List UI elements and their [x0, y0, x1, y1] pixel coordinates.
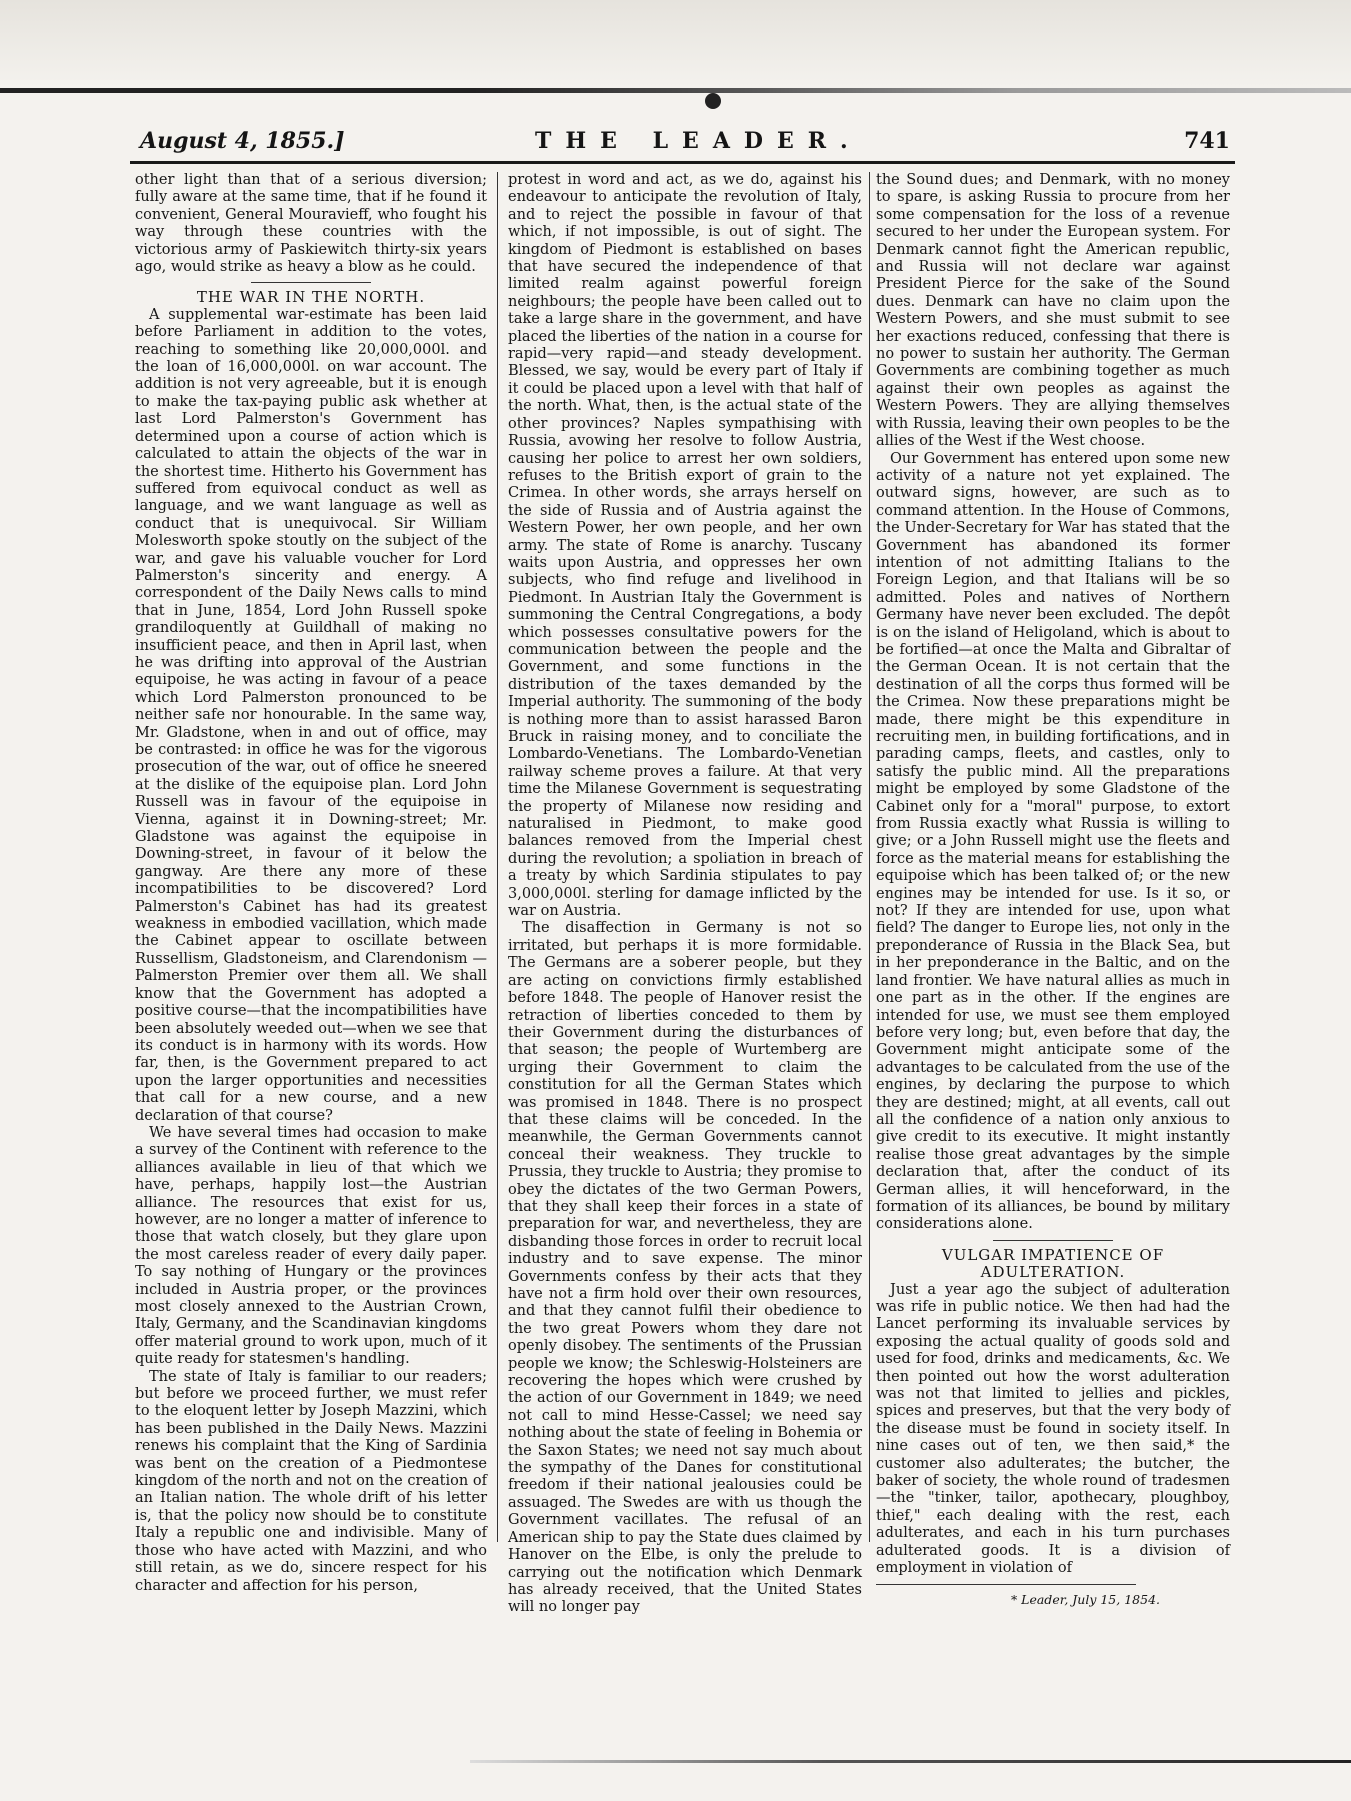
paragraph: protest in word and act, as we do, against his endeavour to anticipate the revolution of Italy, and to reject the possible in favour of that which, if not impossible, is out of sight. The kingdom of Piedmont is established on bases that have secured the independence of that limited realm against powerful foreign neighbours; the people have been called out to take a large share in the government, and have placed the liberties of the nation in a course for rapid—very rapid—and steady development. Blessed, we say, would be every part of Italy if it could be placed upon a level with that half of the north. What, then, is the actual state of the other provinces? Naples sympathising with Russia, avowing her resolve to follow Austria, causing her police to arrest her own soldiers, refuses to the British export of grain to the Crimea. In other words, she arrays herself on the side of Russia and of Austria against the Western Power, her own people, and her own army. The state of Rome is anarchy. Tuscany waits upon Austria, and oppresses her own subjects, who find refuge and livelihood in Piedmont. In Austrian Italy the Government is summoning the Central Congregations, a body which possesses consultative powers for the communication between the people and the Government, and some functions in the distribution of the taxes demanded by the Imperial authority. The summoning of the body is nothing more than to assist harassed Baron Bruck in raising money, and to conciliate the Lombardo-Venetians. The Lombardo-Venetian railway scheme proves a failure. At that very time the Milanese Government is sequestrating the property of Milanese now residing and naturalised in Piedmont, to make good balances removed from the Imperial chest during the revolution; a spoliation in breach of a treaty by which Sardinia stipulates to pay 3,000,000l. sterling for damage inflicted by the war on Austria. — [508, 172, 862, 920]
page-number: 741 — [1184, 128, 1230, 154]
section-divider — [251, 282, 371, 283]
footnote-rule — [876, 1584, 1136, 1585]
paragraph: The state of Italy is familiar to our readers; but before we proceed further, we must refer to the eloquent letter by Joseph Mazzini, which has been published in the Daily News. Mazzini renews his complaint that the King of Sardinia was bent on the creation of a Piedmontese kingdom of the north and not on the creation of an Italian nation. The whole drift of his letter is, that the policy now should be to constitute Italy a republic one and indivisible. Many of those who have acted with Mazzini, and who still retain, as we do, sincere respect for his character and affection for his person, — [135, 1368, 487, 1594]
masthead-title: THE LEADER. — [535, 128, 862, 154]
section-heading-adulteration: VULGAR IMPATIENCE OF ADULTERATION. — [941, 1245, 1165, 1282]
section-divider — [993, 1240, 1113, 1241]
article-continuation: other light than that of a serious diversion; fully aware at the same time, that if he found it convenient, General Mouravieff, who fought his way through these countries with the victorious army of Paskiewitch thirty-six years ago, would strike as heavy a blow as he could. — [135, 172, 487, 276]
footnote: * Leader, July 15, 1854. — [1010, 1591, 1160, 1607]
paragraph: Just a year ago the subject of adulteration was rife in public notice. We then had had the Lancet performing its invaluable services by exposing the actual quality of goods sold and used for food, drinks and medicaments, &c. We then pointed out how the worst adulteration was not that limited to jellies and pickles, spices and preserves, but that the very body of the disease must be found in society itself. In nine cases out of ten, we then said,* the customer also adulterates; the butcher, the baker of society, the whole round of tradesmen—the "tinker, tailor, apothecary, ploughboy, thief," each dealing with the rest, each adulterates, and each in his turn purchases adulterated goods. It is a division of employment in violation of — [876, 1281, 1230, 1577]
column-3 — [876, 172, 1230, 1607]
paragraph: We have several times had occasion to make a survey of the Continent with reference to the alliances available in lieu of that which we have, perhaps, happily lost—the Austrian alliance. The resources that exist for us, however, are no longer a matter of inference to those that watch closely, but they glare upon the most careless reader of every daily paper. To say nothing of Hungary or the provinces included in Austria proper, or the provinces most closely annexed to the Austrian Crown, Italy, Germany, and the Scandinavian kingdoms offer material ground to work upon, much of it quite ready for statesmen's handling. — [135, 1124, 487, 1368]
bottom-scan-rule — [470, 1760, 1351, 1763]
column-divider — [869, 172, 870, 1542]
paragraph: A supplemental war-estimate has been laid before Parliament in addition to the votes, reaching to something like 20,000,000l. and the loan of 16,000,000l. on war account. The addition is not very agreeable, but it is enough to make the tax-paying public ask whether at last Lord Palmerston's Government has determined upon a course of action which is calculated to attain the objects of the war in the shortest time. Hitherto his Government has suffered from equivocal conduct as well as language, and we want language as well as conduct that is unequivocal. Sir William Molesworth spoke stoutly on the subject of the war, and gave his valuable voucher for Lord Palmerston's sincerity and energy. A correspondent of the Daily News calls to mind that in June, 1854, Lord John Russell spoke grandiloquently at Guildhall of making no insufficient peace, and then in April last, when he was drifting into approval of the Austrian equipoise, he was acting in favour of a peace which Lord Palmerston pronounced to be neither safe nor honourable. In the same way, Mr. Gladstone, when in and out of office, may be contrasted: in office he was for the vigorous prosecution of the war, out of office he sneered at the dislike of the equipoise plan. Lord John Russell was in favour of the equipoise in Vienna, against it in Downing-street; Mr. Gladstone was against the equipoise in Downing-street, in favour of it below the gangway. Are there any more of these incompatibilities to be discovered? Lord Palmerston's Cabinet has had its greatest weakness in embodied vacillation, which made the Cabinet appear to oscillate between Russellism, Gladstoneism, and Clarendonism — Palmerston Premier over them all. We shall know that the Government has adopted a positive course—that the incompatibilities have been absolutely weeded out—when we see that its conduct is in harmony with its words. How far, then, is the Government prepared to act upon the larger opportunities and necessities that call for a new course, and a new declaration of that course? — [135, 306, 487, 1124]
scan-shadow — [0, 0, 1351, 110]
header-rule — [130, 161, 1235, 164]
paragraph: the Sound dues; and Denmark, with no money to spare, is asking Russia to procure from her some compensation for the loss of a revenue secured to her under the European system. For Denmark cannot fight the American republic, and Russia will not declare war against President Pierce for the sake of the Sound dues. Denmark can have no claim upon the Western Powers, and she must submit to see her exactions reduced, confessing that there is no power to sustain her authority. The German Governments are combining together as much against their own peoples as against the Western Powers. They are allying themselves with Russia, leaving their own peoples to be the allies of the West if the West choose. — [876, 172, 1230, 450]
column-1 — [135, 172, 487, 1594]
page-header — [140, 128, 1230, 158]
column-2 — [508, 172, 862, 1616]
column-divider — [497, 172, 498, 1542]
paragraph: The disaffection in Germany is not so irritated, but perhaps it is more formidable. The Germans are a soberer people, but they are acting on convictions firmly established before 1848. The people of Hanover resist the retraction of liberties conceded to them by their Government during the disturbances of that season; the people of Wurtemberg are urging their Government to claim the constitution for all the German States which was promised in 1848. There is no prospect that these claims will be conceded. In the meanwhile, the German Governments cannot conceal their weakness. They truckle to Prussia, they truckle to Austria; they promise to obey the dictates of the two German Powers, that they shall keep their forces in a state of preparation for war, and nevertheless, they are disbanding those forces in order to recruit local industry and to save expense. The minor Governments confess by their acts that they have not a firm hold over their own resources, and that they cannot fulfil their obedience to the two great Powers whom they dare not openly disobey. The sentiments of the Prussian people we know; the Schleswig-Holsteiners are recovering the hopes which were crushed by the action of our Government in 1849; we need not call to mind Hesse-Cassel; we need say nothing about the state of feeling in Bohemia or the Saxon States; we need not say much about the sympathy of the Danes for constitutional freedom if their national jealousies could be assuaged. The Swedes are with us though the Government vacillates. The refusal of an American ship to pay the State dues claimed by Hanover on the Elbe, is only the prelude to carrying out the notification which Denmark has already received, that the United States will no longer pay — [508, 920, 862, 1616]
paragraph: Our Government has entered upon some new activity of a nature not yet explained. The outward signs, however, are such as to command attention. In the House of Commons, the Under-Secretary for War has stated that the Government has abandoned its former intention of not admitting Italians to the Foreign Legion, and that Italians will be so admitted. Poles and natives of Northern Germany have never been excluded. The depôt is on the island of Heligoland, which is about to be fortified—at once the Malta and Gibraltar of the German Ocean. It is not certain that the destination of all the corps thus formed will be the Crimea. Now these preparations might be made, there might be this expenditure in recruiting men, in building fortifications, and in parading camps, fleets, and castles, only to satisfy the public mind. All the preparations might be employed by some Gladstone of the Cabinet only for a "moral" purpose, to extort from Russia exactly what Russia is willing to give; or a John Russell might use the fleets and force as the material means for establishing the equipoise which has been talked of; or the new engines may be intended for use. Is it so, or not? If they are intended for use, upon what field? The danger to Europe lies, not only in the preponderance of Russia in the Black Sea, but in her preponderance in the Baltic, and on the land frontier. We have natural allies as much in one part as in the other. If the engines are intended for use, we must see them employed before very long; but, even before that day, the Government might anticipate some of the advantages to be calculated from the use of the engines, by declaring the purpose to which they are destined; might, at all events, call out all the confidence of a nation only anxious to give credit to its executive. It might instantly realise those great advantages by the simple declaration that, after the conduct of its German allies, it will henceforward, in the formation of its alliances, be bound by military considerations alone. — [876, 450, 1230, 1233]
scan-mark — [705, 93, 721, 109]
top-border-rule — [0, 88, 1351, 93]
section-heading-war-in-the-north: THE WAR IN THE NORTH. — [196, 288, 426, 307]
issue-date: August 4, 1855.] — [140, 128, 345, 154]
